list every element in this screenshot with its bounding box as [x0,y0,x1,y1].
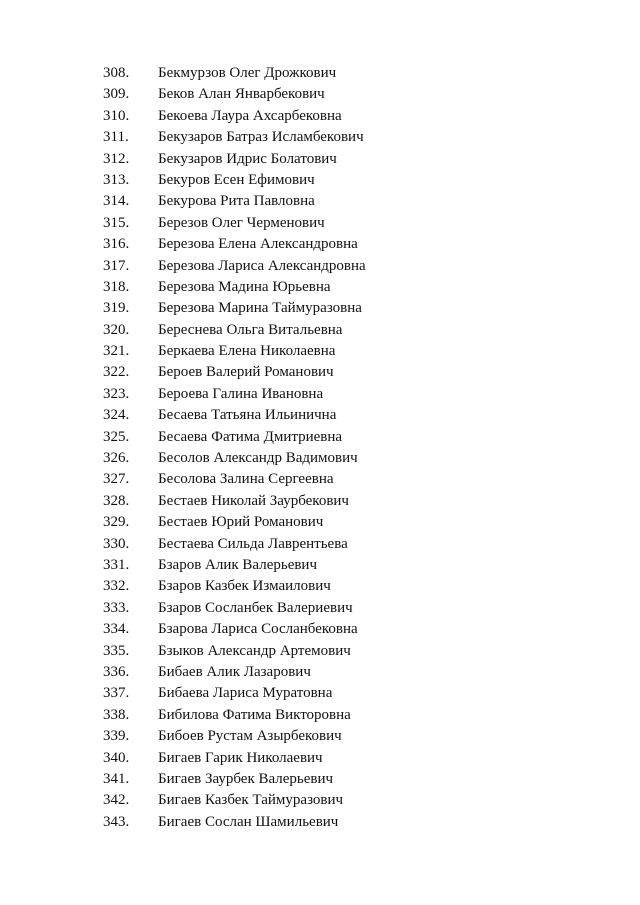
entry-full-name: Бекузаров Идрис Болатович [158,150,337,167]
entry-full-name: Бестаева Сильда Лаврентьева [158,535,348,552]
entry-number: 320. [103,321,130,338]
list-item [0,683,640,704]
entry-full-name: Бесаева Фатима Дмитриевна [158,428,343,445]
entry-number: 309. [103,86,130,103]
entry-number: 326. [103,450,130,467]
entry-number: 339. [103,728,130,745]
entry-full-name: Бестаев Юрий Романович [158,514,324,531]
entry-full-name: Бибилова Фатима Викторовна [158,706,351,723]
entry-number: 310. [103,107,130,124]
entry-full-name: Береснева Ольга Витальевна [158,321,343,338]
entry-full-name: Березова Лариса Александровна [158,257,366,274]
entry-number: 312. [103,150,130,167]
list-item [0,491,640,512]
list-item [0,448,640,469]
entry-number: 314. [103,193,130,210]
entry-full-name: Бекузаров Батраз Исламбекович [158,129,364,146]
entry-number: 308. [103,65,130,81]
entry-number: 328. [103,492,130,509]
entry-full-name: Бекоева Лаура Ахсарбековна [158,107,342,124]
entry-number: 318. [103,278,130,295]
list-item [0,726,640,747]
list-item [0,106,640,127]
entry-number: 334. [103,621,130,638]
list-item [0,812,640,833]
entry-number: 327. [103,471,130,488]
entry-number: 321. [103,343,130,360]
entry-full-name: Бесолов Александр Вадимович [158,450,358,467]
entry-full-name: Бзаров Алик Валерьевич [158,556,318,573]
entry-full-name: Бекуров Есен Ефимович [158,171,315,188]
list-item [0,748,640,769]
list-item [0,362,640,383]
list-item [0,341,640,362]
entry-number: 335. [103,642,130,659]
entry-full-name: Березова Марина Таймуразовна [158,300,362,317]
list-item [0,469,640,490]
list-item [0,555,640,576]
list-item [0,769,640,790]
list-item [0,63,640,84]
list-item [0,576,640,597]
entry-number: 319. [103,300,130,317]
entry-full-name: Бесаева Татьяна Ильинична [158,407,337,424]
list-item [0,598,640,619]
entry-full-name: Бекурова Рита Павловна [158,193,315,210]
entry-full-name: Бигаев Заурбек Валерьевич [158,770,334,787]
list-item [0,534,640,555]
entry-full-name: Бесолова Залина Сергеевна [158,471,334,488]
entry-full-name: Бестаев Николай Заурбекович [158,492,349,509]
entry-number: 341. [103,770,130,787]
entry-number: 316. [103,236,130,253]
list-item [0,512,640,533]
list-item [0,84,640,105]
list-item [0,234,640,255]
list-item [0,320,640,341]
entry-number: 331. [103,556,130,573]
name-list [0,63,640,833]
list-item [0,662,640,683]
list-item [0,384,640,405]
list-item [0,213,640,234]
list-item [0,149,640,170]
list-item [0,298,640,319]
entry-full-name: Березов Олег Черменович [158,214,325,231]
entry-full-name: Бигаев Гарик Николаевич [158,749,323,766]
entry-number: 340. [103,749,130,766]
entry-full-name: Бзыков Александр Артемович [158,642,351,659]
entry-number: 315. [103,214,130,231]
entry-full-name: Бероев Валерий Романович [158,364,334,381]
entry-number: 338. [103,706,130,723]
entry-full-name: Бигаев Казбек Таймуразович [158,792,344,809]
entry-full-name: Беркаева Елена Николаевна [158,343,336,360]
entry-number: 342. [103,792,130,809]
entry-number: 333. [103,599,130,616]
entry-number: 311. [103,129,129,146]
entry-number: 332. [103,578,130,595]
list-item [0,427,640,448]
entry-full-name: Березова Мадина Юрьевна [158,278,331,295]
entry-number: 313. [103,171,130,188]
entry-number: 324. [103,407,130,424]
entry-number: 317. [103,257,130,274]
list-item [0,405,640,426]
entry-number: 343. [103,813,130,830]
entry-full-name: Бзарова Лариса Сосланбековна [158,621,358,638]
list-item [0,191,640,212]
entry-number: 323. [103,385,130,402]
entry-number: 337. [103,685,130,702]
entry-full-name: Бибоев Рустам Азырбекович [158,728,342,745]
list-item [0,705,640,726]
entry-number: 336. [103,663,130,680]
entry-full-name: Бибаева Лариса Муратовна [158,685,333,702]
list-item [0,127,640,148]
entry-full-name: Бероева Галина Ивановна [158,385,324,402]
entry-number: 330. [103,535,130,552]
list-item [0,277,640,298]
entry-number: 325. [103,428,130,445]
list-item [0,641,640,662]
entry-full-name: Бигаев Сослан Шамильевич [158,813,339,830]
entry-full-name: Березова Елена Александровна [158,236,358,253]
entry-full-name: Бекмурзов Олег Дрожкович [158,65,337,81]
entry-number: 329. [103,514,130,531]
list-item [0,790,640,811]
entry-full-name: Беков Алан Январбекович [158,86,325,103]
list-item [0,170,640,191]
entry-full-name: Бибаев Алик Лазарович [158,663,311,680]
entry-full-name: Бзаров Сосланбек Валериевич [158,599,353,616]
entry-full-name: Бзаров Казбек Измаилович [158,578,331,595]
entry-number: 322. [103,364,130,381]
list-item [0,256,640,277]
list-item [0,619,640,640]
